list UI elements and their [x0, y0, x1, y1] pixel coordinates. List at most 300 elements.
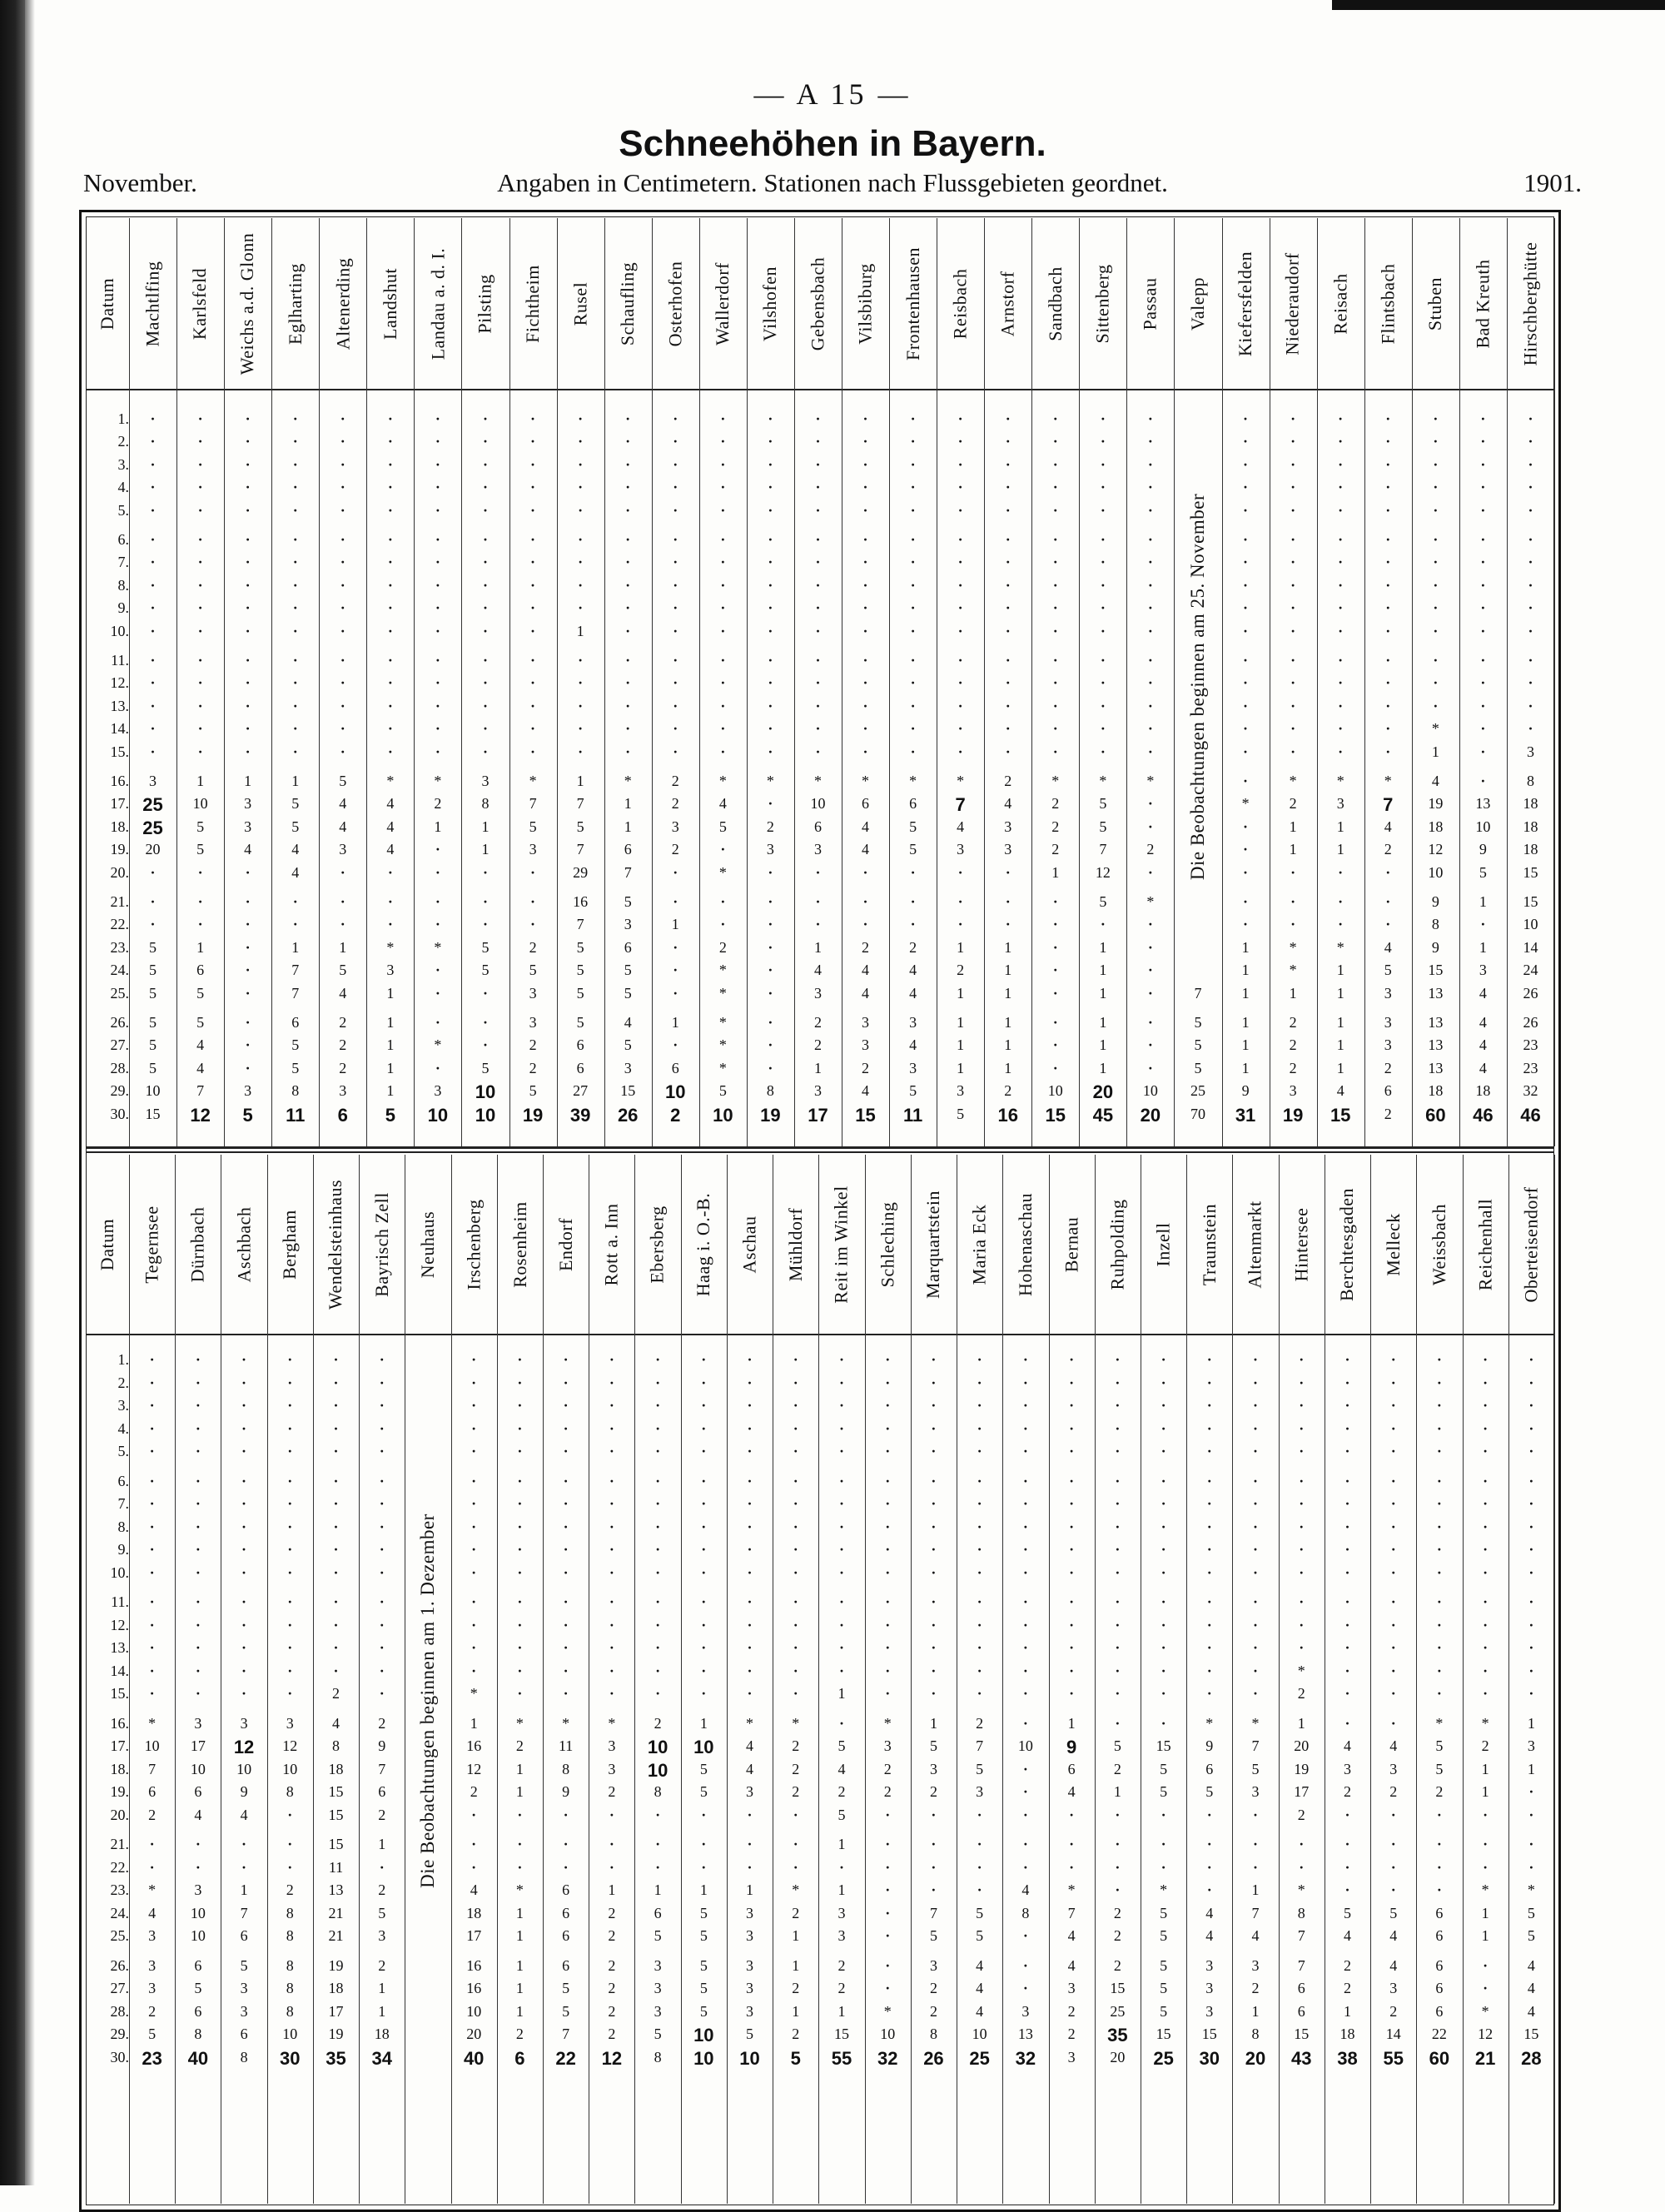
empty-cell-dot: · [333, 1351, 339, 1368]
empty-cell-dot: · [245, 501, 251, 519]
empty-cell-dot: · [287, 1639, 293, 1656]
empty-cell-dot: · [862, 720, 868, 738]
station-name: Mühldorf [784, 1207, 806, 1281]
snow-depth-value: 1 [1241, 984, 1250, 1002]
snow-depth-value: 15 [1330, 1104, 1351, 1126]
empty-cell-dot: · [747, 1858, 753, 1876]
empty-cell-dot: · [1243, 622, 1249, 639]
empty-cell-dot: · [245, 455, 251, 473]
empty-cell-dot: · [768, 674, 773, 692]
snow-depth-value: 11 [558, 1737, 574, 1754]
empty-cell-dot: · [838, 1495, 844, 1512]
snow-depth-value: 9 [1066, 1737, 1077, 1757]
snow-depth-value: 1 [699, 1714, 708, 1732]
empty-cell-dot: · [245, 576, 251, 594]
empty-cell-dot: · [241, 1472, 247, 1489]
snow-depth-value: 7 [624, 863, 632, 881]
empty-cell-dot: · [435, 576, 440, 594]
empty-cell-dot: · [1100, 697, 1106, 714]
empty-cell-dot: · [292, 622, 298, 639]
snow-depth-value: 2 [1251, 1980, 1260, 1996]
empty-cell-dot: · [245, 1059, 251, 1076]
snow-depth-value: 6 [624, 841, 632, 858]
empty-cell-dot: · [957, 863, 963, 881]
date-label: 18. [110, 818, 129, 835]
station-name: Arnstorf [997, 271, 1018, 336]
snow-depth-value: * [1384, 773, 1392, 789]
snow-depth-value: 2 [1113, 1760, 1121, 1777]
empty-cell-dot: · [292, 531, 298, 548]
empty-cell-dot: · [149, 1563, 155, 1581]
snow-depth-value: 1 [1241, 962, 1250, 979]
empty-cell-dot: · [768, 984, 773, 1002]
empty-cell-dot: · [910, 674, 916, 692]
snow-depth-value: 15 [620, 1082, 636, 1100]
empty-cell-dot: · [768, 1014, 773, 1031]
snow-depth-value: 5 [699, 1904, 708, 1921]
snow-depth-value: 2 [1289, 1036, 1297, 1054]
empty-cell-dot: · [333, 1472, 339, 1489]
snow-depth-value: 2 [339, 1059, 347, 1076]
empty-cell-dot: · [471, 1593, 477, 1610]
station-name: Karlsfeld [189, 267, 211, 340]
snow-depth-value: 21 [328, 1904, 344, 1921]
empty-cell-dot: · [957, 599, 963, 617]
empty-cell-dot: · [609, 1836, 614, 1852]
empty-cell-dot: · [885, 1806, 891, 1823]
snow-depth-value: 10 [427, 1104, 449, 1126]
snow-depth-value: 6 [337, 1104, 348, 1126]
empty-cell-dot: · [1290, 916, 1296, 933]
empty-cell-dot: · [1005, 531, 1011, 548]
empty-cell-dot: · [1344, 1563, 1350, 1581]
empty-cell-dot: · [340, 501, 345, 519]
empty-cell-dot: · [885, 1904, 891, 1921]
snow-depth-value: 5 [1160, 1904, 1168, 1921]
empty-cell-dot: · [150, 599, 156, 617]
empty-cell-dot: · [1161, 1351, 1166, 1368]
snow-depth-value: 6 [562, 1927, 570, 1944]
date-label: 7. [117, 554, 129, 571]
empty-cell-dot: · [482, 554, 488, 571]
empty-cell-dot: · [1100, 455, 1106, 473]
date-label: 22. [110, 916, 129, 933]
empty-cell-dot: · [793, 1374, 798, 1391]
empty-cell-dot: · [241, 1541, 247, 1558]
empty-cell-dot: · [720, 599, 726, 617]
date-label: 29. [110, 1082, 129, 1100]
empty-cell-dot: · [673, 720, 678, 738]
empty-cell-dot: · [1069, 1541, 1075, 1558]
empty-cell-dot: · [1100, 916, 1106, 933]
empty-cell-dot: · [1483, 1518, 1489, 1535]
snow-depth-value: 6 [1205, 1760, 1214, 1777]
empty-cell-dot: · [1480, 697, 1486, 714]
empty-cell-dot: · [287, 1518, 293, 1535]
empty-cell-dot: · [1338, 599, 1344, 617]
snow-depth-value: * [562, 1714, 570, 1732]
empty-cell-dot: · [931, 1836, 937, 1852]
station-header [842, 218, 889, 389]
snow-depth-value: 30 [280, 2047, 301, 2069]
empty-cell-dot: · [482, 743, 488, 760]
empty-cell-dot: · [609, 1616, 614, 1633]
empty-cell-dot: · [1483, 1806, 1489, 1823]
empty-cell-dot: · [609, 1806, 614, 1823]
empty-cell-dot: · [838, 1616, 844, 1633]
empty-cell-dot: · [931, 1374, 937, 1391]
snow-depth-value: 2 [1051, 818, 1060, 835]
snow-depth-value: * [1297, 1662, 1305, 1679]
empty-cell-dot: · [1069, 1685, 1075, 1702]
empty-cell-dot: · [197, 599, 203, 617]
empty-cell-dot: · [1433, 576, 1439, 594]
empty-cell-dot: · [1344, 1662, 1350, 1679]
empty-cell-dot: · [340, 433, 345, 450]
empty-cell-dot: · [977, 1351, 982, 1368]
station-name: Marquartstein [922, 1190, 944, 1299]
snow-depth-value: 29 [573, 863, 589, 881]
snow-depth-value: 5 [718, 818, 727, 835]
empty-cell-dot: · [931, 1472, 937, 1489]
snow-depth-value: 6 [813, 818, 822, 835]
empty-cell-dot: · [885, 1685, 891, 1702]
station-header [509, 218, 557, 389]
snow-depth-value: * [1481, 2002, 1489, 2020]
snow-depth-value: 2 [837, 1956, 846, 1974]
top-edge-mark [1332, 0, 1665, 10]
snow-depth-value: 3 [608, 1737, 616, 1754]
empty-cell-dot: · [379, 1616, 385, 1633]
empty-cell-dot: · [379, 1858, 385, 1876]
empty-cell-dot: · [1344, 1495, 1350, 1512]
snow-depth-value: 1 [1481, 1904, 1489, 1921]
empty-cell-dot: · [1206, 1563, 1212, 1581]
date-label: 20. [110, 1806, 129, 1823]
empty-cell-dot: · [149, 1419, 155, 1437]
empty-cell-dot: · [1161, 1472, 1166, 1489]
empty-cell-dot: · [287, 1419, 293, 1437]
empty-cell-dot: · [1528, 674, 1533, 692]
empty-cell-dot: · [241, 1563, 247, 1581]
snow-depth-value: 3 [654, 1956, 662, 1974]
empty-cell-dot: · [1480, 622, 1486, 639]
empty-cell-dot: · [435, 599, 440, 617]
snow-depth-value: 8 [654, 1783, 662, 1800]
empty-cell-dot: · [333, 1593, 339, 1610]
empty-cell-dot: · [1253, 1806, 1259, 1823]
snow-depth-value: 4 [386, 841, 395, 858]
empty-cell-dot: · [1483, 1685, 1489, 1702]
empty-cell-dot: · [655, 1518, 661, 1535]
snow-depth-value: 5 [576, 1014, 584, 1031]
empty-cell-dot: · [1253, 1563, 1259, 1581]
snow-depth-value: 6 [576, 1036, 584, 1054]
snow-depth-value: 10 [665, 1081, 686, 1103]
empty-cell-dot: · [1052, 554, 1058, 571]
empty-cell-dot: · [1480, 743, 1486, 760]
empty-cell-dot: · [1528, 1518, 1534, 1535]
empty-cell-dot: · [245, 674, 251, 692]
empty-cell-dot: · [815, 674, 821, 692]
empty-cell-dot: · [1100, 743, 1106, 760]
empty-cell-dot: · [673, 674, 678, 692]
date-label: 15. [110, 1685, 129, 1702]
empty-cell-dot: · [673, 501, 678, 519]
empty-cell-dot: · [1483, 1563, 1489, 1581]
empty-cell-dot: · [673, 697, 678, 714]
empty-cell-dot: · [245, 652, 251, 669]
station-header [865, 1155, 911, 1334]
empty-cell-dot: · [609, 1639, 614, 1656]
snow-depth-value: 5 [529, 962, 537, 979]
station-header [699, 218, 747, 389]
empty-cell-dot: · [957, 916, 963, 933]
empty-cell-dot: · [1338, 410, 1344, 427]
snow-depth-value: 1 [1051, 863, 1060, 881]
empty-cell-dot: · [747, 1518, 753, 1535]
snow-depth-value: 2 [332, 1685, 340, 1702]
empty-cell-dot: · [1052, 455, 1058, 473]
empty-cell-dot: · [957, 479, 963, 496]
empty-cell-dot: · [563, 1351, 569, 1368]
snow-depth-value: * [883, 1714, 892, 1732]
empty-cell-dot: · [435, 863, 440, 881]
snow-depth-value: 25 [142, 817, 163, 838]
empty-cell-dot: · [1436, 1639, 1442, 1656]
date-label: 23. [110, 1881, 129, 1898]
empty-cell-dot: · [838, 1351, 844, 1368]
snow-depth-value: 1 [1004, 962, 1012, 979]
empty-cell-dot: · [435, 916, 440, 933]
empty-cell-dot: · [1147, 501, 1153, 519]
snow-depth-value: 5 [481, 962, 490, 979]
empty-cell-dot: · [1052, 410, 1058, 427]
snow-depth-value: 15 [855, 1104, 876, 1126]
empty-cell-dot: · [1022, 1472, 1028, 1489]
station-name: Bernau [1061, 1216, 1082, 1272]
empty-cell-dot: · [387, 720, 393, 738]
snow-depth-value: 5 [291, 1059, 300, 1076]
snow-depth-value: 10 [192, 795, 208, 813]
snow-depth-value: 1 [515, 1980, 524, 1996]
snow-depth-value: 2 [1384, 1059, 1392, 1076]
empty-cell-dot: · [1390, 1374, 1396, 1391]
empty-cell-dot: · [957, 743, 963, 760]
snow-depth-value: 6 [1435, 1904, 1444, 1921]
month-label: November. [83, 168, 197, 197]
empty-cell-dot: · [517, 1836, 523, 1852]
empty-cell-dot: · [977, 1518, 982, 1535]
empty-cell-dot: · [910, 433, 916, 450]
empty-cell-dot: · [1436, 1806, 1442, 1823]
empty-cell-dot: · [977, 1563, 982, 1581]
snow-depth-value: 1 [434, 818, 442, 835]
empty-cell-dot: · [1338, 479, 1344, 496]
empty-cell-dot: · [1052, 743, 1058, 760]
snow-depth-value: * [1431, 720, 1439, 738]
snow-depth-value: 2 [515, 2026, 524, 2042]
empty-cell-dot: · [197, 531, 203, 548]
empty-cell-dot: · [379, 1662, 385, 1679]
snow-depth-value: 4 [339, 984, 347, 1002]
snow-depth-value: 2 [1051, 795, 1060, 813]
station-name: Aschbach [233, 1206, 255, 1282]
empty-cell-dot: · [815, 743, 821, 760]
empty-cell-dot: · [1022, 1714, 1028, 1732]
snow-depth-value: 10 [1428, 863, 1444, 881]
empty-cell-dot: · [1433, 622, 1439, 639]
empty-cell-dot: · [1385, 743, 1391, 760]
snow-depth-value: 7 [976, 1737, 984, 1754]
empty-cell-dot: · [1253, 1443, 1259, 1459]
station-header [1370, 1155, 1416, 1334]
empty-cell-dot: · [379, 1541, 385, 1558]
snow-depth-value: 5 [746, 2026, 754, 2042]
empty-cell-dot: · [815, 433, 821, 450]
empty-cell-dot: · [1436, 1541, 1442, 1558]
empty-cell-dot: · [625, 743, 631, 760]
empty-cell-dot: · [333, 1443, 339, 1459]
snow-depth-value: 15 [1523, 893, 1538, 910]
empty-cell-dot: · [673, 1036, 678, 1054]
empty-cell-dot: · [292, 652, 298, 669]
snow-depth-value: 4 [1389, 1737, 1398, 1754]
empty-cell-dot: · [793, 1518, 798, 1535]
empty-cell-dot: · [1022, 1563, 1028, 1581]
empty-cell-dot: · [1385, 501, 1391, 519]
snow-depth-value: 2 [1004, 1082, 1012, 1100]
date-label: 23. [110, 938, 129, 956]
empty-cell-dot: · [1005, 622, 1011, 639]
empty-cell-dot: · [1483, 1980, 1489, 1996]
station-header [794, 218, 842, 389]
empty-cell-dot: · [885, 1639, 891, 1656]
empty-cell-dot: · [1338, 863, 1344, 881]
snow-depth-value: 55 [831, 2047, 852, 2069]
snow-depth-value: 4 [624, 1014, 632, 1031]
empty-cell-dot: · [292, 479, 298, 496]
empty-cell-dot: · [517, 1858, 523, 1876]
empty-cell-dot: · [1069, 1397, 1075, 1414]
snow-depth-value: 22 [1431, 2026, 1447, 2042]
snow-depth-value: 4 [240, 1806, 248, 1823]
empty-cell-dot: · [1344, 1685, 1350, 1702]
snow-depth-value: 30 [1199, 2047, 1220, 2069]
empty-cell-dot: · [471, 1518, 477, 1535]
empty-cell-dot: · [379, 1443, 385, 1459]
empty-cell-dot: · [195, 1541, 201, 1558]
empty-cell-dot: · [1069, 1495, 1075, 1512]
empty-cell-dot: · [563, 1806, 569, 1823]
snow-depth-value: * [515, 1881, 524, 1898]
empty-cell-dot: · [149, 1472, 155, 1489]
empty-cell-dot: · [482, 697, 488, 714]
empty-cell-dot: · [1147, 652, 1153, 669]
date-label: 29. [110, 2026, 129, 2042]
snow-depth-value: 2 [1343, 1980, 1351, 1996]
empty-cell-dot: · [333, 1563, 339, 1581]
empty-cell-dot: · [1161, 1419, 1166, 1437]
empty-cell-dot: · [957, 622, 963, 639]
snow-depth-value: 26 [1523, 984, 1538, 1002]
snow-depth-value: 7 [196, 1082, 205, 1100]
snow-depth-value: 3 [1205, 1980, 1214, 1996]
empty-cell-dot: · [287, 1685, 293, 1702]
observation-note-text: Die Beobachtungen beginnen am 25. November [1186, 493, 1208, 881]
empty-cell-dot: · [701, 1616, 707, 1633]
empty-cell-dot: · [609, 1397, 614, 1414]
date-label: 1. [117, 1351, 129, 1368]
empty-cell-dot: · [1483, 1836, 1489, 1852]
empty-cell-dot: · [517, 1806, 523, 1823]
snow-depth-value: * [386, 938, 395, 956]
snow-depth-value: 1 [1336, 1014, 1344, 1031]
empty-cell-dot: · [768, 962, 773, 979]
empty-cell-dot: · [768, 893, 773, 910]
empty-cell-dot: · [1243, 674, 1249, 692]
snow-depth-value: 5 [576, 962, 584, 979]
empty-cell-dot: · [1483, 1662, 1489, 1679]
empty-cell-dot: · [292, 674, 298, 692]
empty-cell-dot: · [910, 554, 916, 571]
empty-cell-dot: · [435, 554, 440, 571]
empty-cell-dot: · [149, 1662, 155, 1679]
station-name: Ebersberg [647, 1205, 668, 1284]
snow-depth-value: 20 [1092, 1081, 1114, 1103]
snow-depth-value: 5 [576, 984, 584, 1002]
snow-depth-value: 5 [149, 938, 157, 956]
empty-cell-dot: · [1528, 1662, 1534, 1679]
empty-cell-dot: · [1115, 1881, 1121, 1898]
empty-cell-dot: · [1480, 674, 1486, 692]
empty-cell-dot: · [1290, 433, 1296, 450]
empty-cell-dot: · [1005, 863, 1011, 881]
snow-depth-value: 5 [1435, 1760, 1444, 1777]
empty-cell-dot: · [609, 1518, 614, 1535]
empty-cell-dot: · [195, 1472, 201, 1489]
snow-depth-value: 6 [654, 1904, 662, 1921]
snow-depth-value: 5 [196, 841, 205, 858]
snow-depth-value: 10 [190, 1760, 206, 1777]
snow-depth-value: 2 [654, 1714, 662, 1732]
snow-depth-value: 3 [1021, 2002, 1030, 2020]
snow-depth-value: 10 [190, 1904, 206, 1921]
station-name: Kiefersfelden [1235, 251, 1256, 356]
empty-cell-dot: · [340, 599, 345, 617]
snow-depth-value: 5 [562, 1980, 570, 1996]
empty-cell-dot: · [241, 1518, 247, 1535]
empty-cell-dot: · [1100, 433, 1106, 450]
snow-depth-value: 10 [1142, 1082, 1158, 1100]
empty-cell-dot: · [1022, 1639, 1028, 1656]
snow-depth-value: 16 [466, 1737, 482, 1754]
empty-cell-dot: · [340, 622, 345, 639]
snow-depth-value: * [1289, 962, 1297, 979]
snow-depth-value: 5 [1435, 1737, 1444, 1754]
empty-cell-dot: · [1436, 1518, 1442, 1535]
snow-depth-value: * [470, 1685, 478, 1702]
snow-depth-value: * [529, 773, 537, 789]
snow-depth-value: 3 [1343, 1760, 1351, 1777]
snow-depth-value: 4 [244, 841, 252, 858]
snow-depth-value: * [1336, 938, 1344, 956]
station-name: Stuben [1424, 276, 1446, 331]
empty-cell-dot: · [1253, 1662, 1259, 1679]
empty-cell-dot: · [471, 1351, 477, 1368]
snow-depth-value: 1 [608, 1881, 616, 1898]
snow-depth-value: 20 [1140, 1104, 1161, 1126]
